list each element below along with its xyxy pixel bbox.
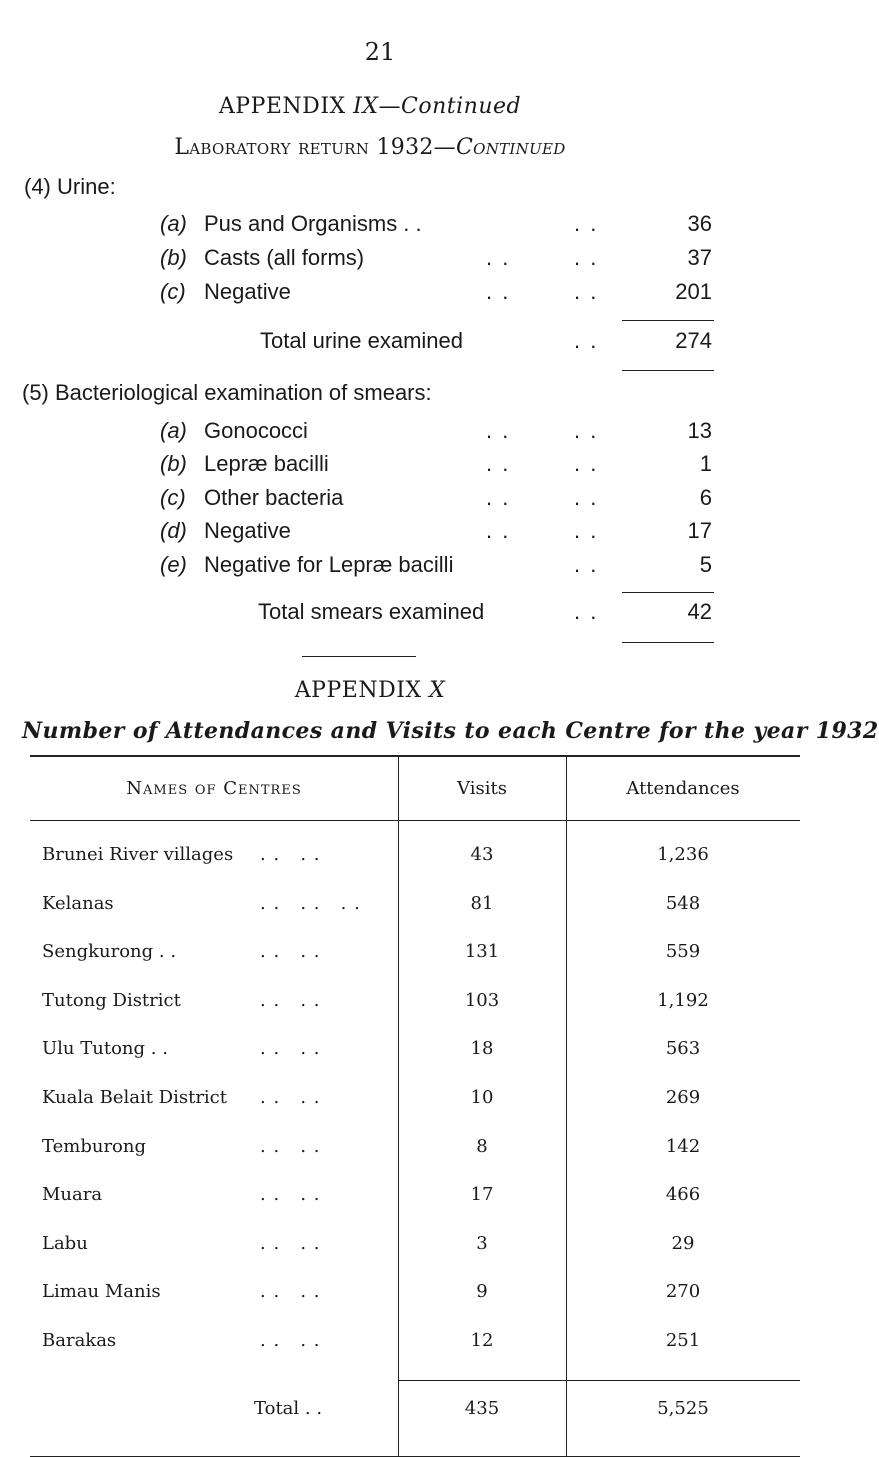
row-leader-dots: . . . . (260, 1136, 321, 1157)
attendances-cell: 466 (665, 1184, 701, 1205)
row-leader-dots: . . . . (260, 844, 321, 865)
document-page: 21 APPENDIX IX—Continued Laboratory return 1932—Continued (4) Urine: (a) Pus and Organisms . . . . 36 (b) Casts (all forms) . . . . 37 (c) Negative . . . . 201 Total urine examined . . 274 (5) Bacteriological examination of smears: (a) Gonococci . . . . 13 (b) Lepræ bacilli . . . . 1 (c) Other bacteria . . . . 6 (d) Negative . . . . 17 (e) Negative for Lepræ bacilli . . 5 Total smears examined . . 42 APPENDIX X Number of Attendances and Visits to each Centre for the year 1932 Names of Centres Visits Attendances Brunei River villages . . . . 43 1,236 Kelanas . . . . . . 81 548 Sengkurong . . . . . . 131 559 Tutong District . . . . 103 1,192 Ulu Tutong . . . . . . 18 563 Kuala Belait District . . . . 10 269 Temburong . . . . 8 142 Muara . . . . 17 466 Labu . . . . 3 29 Limau Manis . . . . 9 270 Barakas . . . . 12 251 Total . . 435 5,525 (0, 0, 800, 1429)
visits-cell: 3 (476, 1233, 488, 1254)
centre-name: Labu (42, 1233, 88, 1254)
attendances-cell: 270 (665, 1281, 701, 1302)
attendances-cell: 1,192 (657, 990, 709, 1011)
visits-cell: 81 (470, 893, 494, 914)
header-attendances: Attendances (626, 778, 740, 799)
header-visits: Visits (457, 778, 507, 799)
centre-name: Kuala Belait District (42, 1087, 228, 1108)
urine-total-rule (622, 370, 714, 371)
attendances-cell: 1,236 (657, 844, 709, 865)
smears-total-rule (622, 642, 714, 643)
row-leader-dots: . . . . (260, 1087, 321, 1108)
visits-cell: 9 (476, 1281, 488, 1302)
section-divider (302, 656, 416, 657)
row-leader-dots: . . . . (260, 941, 321, 962)
urine-heading: (4) Urine: (24, 174, 116, 199)
centre-name: Tutong District (42, 990, 181, 1011)
centre-name: Temburong (42, 1136, 147, 1157)
row-leader-dots: . . . . (260, 1233, 321, 1254)
centre-name: Kelanas (42, 893, 114, 914)
attendances-cell: 563 (665, 1038, 701, 1059)
total-attendances: 5,525 (657, 1398, 709, 1419)
centre-name: Muara (42, 1184, 103, 1205)
appendix-x-title: APPENDIX X (294, 678, 446, 703)
row-leader-dots: . . . . . . (260, 893, 361, 914)
centre-name: Sengkurong . . (42, 941, 177, 962)
attendances-cell: 142 (665, 1136, 701, 1157)
visits-cell: 103 (464, 990, 500, 1011)
header-names-of-centres: Names of Centres (126, 778, 302, 799)
row-leader-dots: . . . . (260, 1281, 321, 1302)
urine-subtotal-rule (622, 320, 714, 321)
laboratory-return-title: Laboratory return 1932—Continued (174, 135, 566, 160)
row-leader-dots: . . . . (260, 1330, 321, 1351)
centre-name: Limau Manis (42, 1281, 161, 1302)
appendix-ix-title: APPENDIX IX—Continued (218, 94, 522, 119)
visits-cell: 10 (470, 1087, 494, 1108)
row-leader-dots: . . . . (260, 990, 321, 1011)
attendances-cell: 559 (665, 941, 701, 962)
visits-cell: 12 (470, 1330, 494, 1351)
appendix-x-subtitle: Number of Attendances and Visits to each Centre for the year 1932 (22, 718, 879, 744)
table-header-rule (30, 820, 800, 821)
row-leader-dots: . . . . (260, 1038, 321, 1059)
centre-name: Brunei River villages (42, 844, 234, 865)
total-visits: 435 (464, 1398, 500, 1419)
attendances-cell: 251 (665, 1330, 701, 1351)
attendances-cell: 269 (665, 1087, 701, 1108)
attendances-cell: 548 (665, 893, 701, 914)
total-label: Total . . (254, 1398, 323, 1419)
smears-subtotal-rule (622, 592, 714, 593)
row-leader-dots: . . . . (260, 1184, 321, 1205)
table-total-rule (398, 1380, 800, 1381)
visits-cell: 17 (470, 1184, 494, 1205)
page-number: 21 (364, 38, 396, 66)
smears-heading: (5) Bacteriological examination of smears: (22, 380, 432, 405)
centre-name: Ulu Tutong . . (42, 1038, 168, 1059)
visits-cell: 43 (470, 844, 494, 865)
visits-cell: 8 (476, 1136, 488, 1157)
visits-cell: 18 (470, 1038, 494, 1059)
attendances-cell: 29 (671, 1233, 695, 1254)
centre-name: Barakas (42, 1330, 117, 1351)
visits-cell: 131 (464, 941, 500, 962)
table-top-rule (30, 755, 800, 757)
